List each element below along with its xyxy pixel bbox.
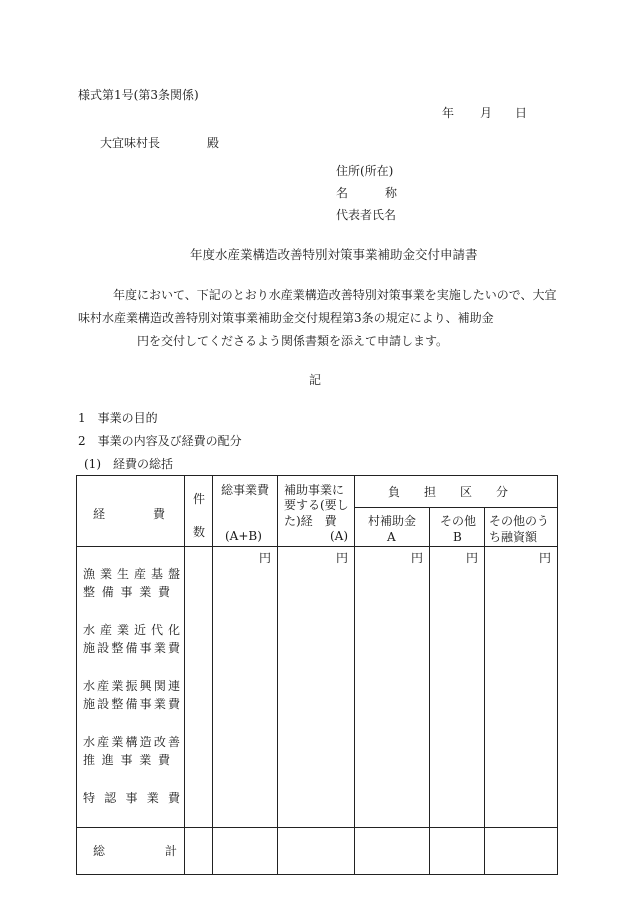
total-total-cost-cell — [213, 828, 278, 875]
count-value-cell — [185, 547, 213, 828]
header-village-subsidy: 村補助金 A — [355, 508, 430, 547]
loan-amount-value-cell: 円 — [485, 547, 558, 828]
total-loan-amount-cell — [485, 828, 558, 875]
date-day: 日 — [515, 106, 528, 120]
date-year: 年 — [442, 106, 455, 120]
expense-item: 漁業生産基盤 整備事業費 — [83, 567, 180, 599]
expense-item: 水産業近代化 施設整備事業費 — [83, 623, 180, 655]
header-other: その他 B — [430, 508, 485, 547]
header-expense: 経 費 — [77, 476, 185, 547]
total-label-cell: 総 計 — [77, 828, 185, 875]
total-cost-value-cell: 円 — [213, 547, 278, 828]
form-label: 様式第1号(第3条関係) — [78, 88, 199, 102]
expense-items-cell — [77, 547, 185, 828]
other-value-cell: 円 — [430, 547, 485, 828]
addressee-honorific: 殿 — [207, 136, 220, 150]
expense-item: 水産業振興関連 施設整備事業費 — [83, 679, 180, 711]
header-subsidy-cost: 補助事業に 要する(要し た)経 費 (A) — [278, 476, 355, 547]
expense-item: 特認事業費 — [83, 791, 180, 805]
total-other-cell — [430, 828, 485, 875]
expense-item: 水産業構造改善 推進事業費 — [83, 735, 180, 767]
date-month: 月 — [480, 106, 493, 120]
body-line-1: 年度において、下記のとおり水産業構造改善特別対策事業を実施したいので、大宜 — [113, 288, 557, 302]
total-village-subsidy-cell — [355, 828, 430, 875]
total-count-cell — [185, 828, 213, 875]
ki-mark: 記 — [309, 373, 322, 387]
section-2: 2 事業の内容及び経費の配分 — [78, 434, 242, 448]
applicant-name-label-2: 称 — [385, 186, 398, 200]
addressee-name: 大宜味村長 — [100, 136, 161, 150]
section-1: 1 事業の目的 — [78, 411, 158, 425]
applicant-representative-label: 代表者氏名 — [336, 208, 397, 222]
applicant-address-label: 住所(所在) — [336, 164, 394, 178]
body-line-3: 円を交付してくださるよう関係書類を添えて申請します。 — [137, 334, 449, 348]
applicant-name-label-1: 名 — [336, 186, 349, 200]
document-title: 年度水産業構造改善特別対策事業補助金交付申請書 — [190, 247, 478, 262]
header-count: 件 数 — [185, 476, 213, 547]
subsidy-cost-value-cell: 円 — [278, 547, 355, 828]
body-line-2: 味村水産業構造改善特別対策事業補助金交付規程第3条の規定により、補助金 — [78, 311, 494, 325]
expense-summary-table — [76, 475, 558, 875]
section-2-1: (1) 経費の総括 — [84, 457, 173, 471]
header-total-cost: 総事業費 (A+B) — [213, 476, 278, 547]
total-subsidy-cost-cell — [278, 828, 355, 875]
village-subsidy-value-cell: 円 — [355, 547, 430, 828]
header-burden: 負 担 区 分 — [355, 476, 558, 508]
header-loan-amount: その他のう ち融資額 — [485, 508, 558, 547]
